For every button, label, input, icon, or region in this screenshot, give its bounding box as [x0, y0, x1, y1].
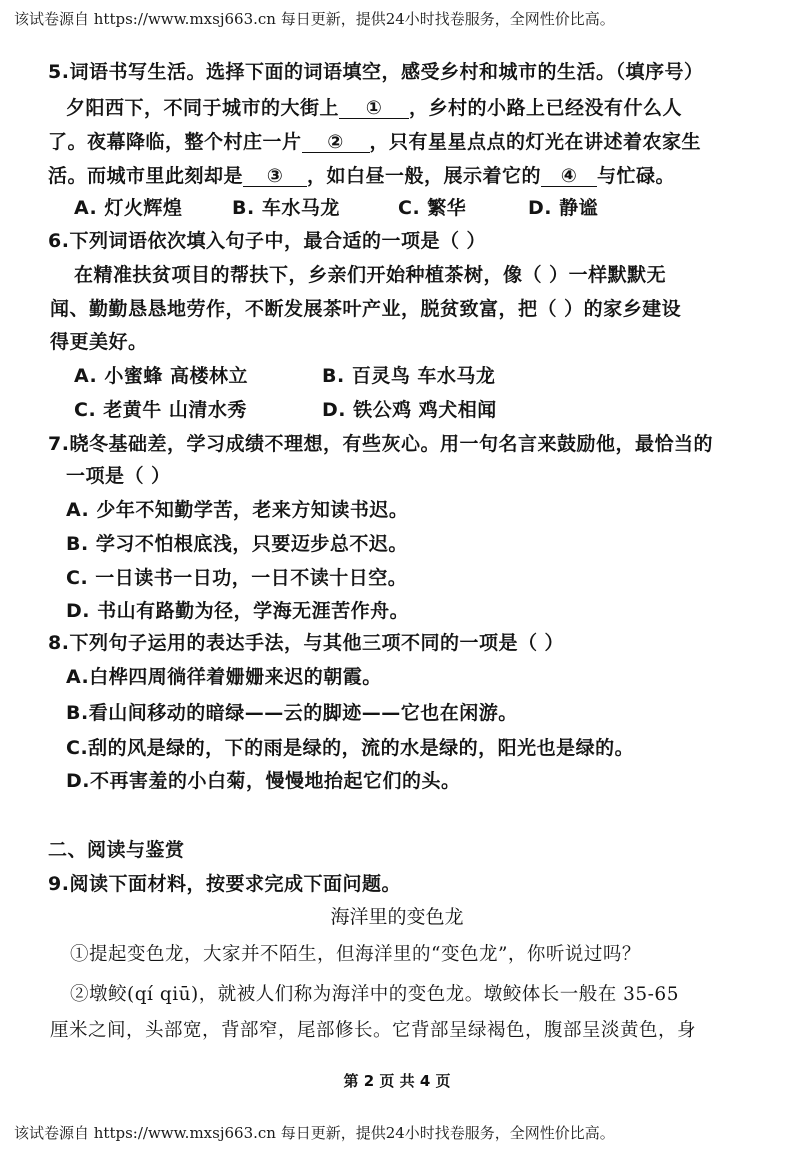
- q5-text: ，如白昼一般，展示着它的: [307, 165, 542, 187]
- page-number: 第 2 页 共 4 页: [343, 1072, 451, 1090]
- q5-option-d: D. 静谧: [528, 197, 599, 219]
- q6-line-3: 得更美好。: [50, 331, 148, 353]
- q5-line-3: [48, 161, 675, 188]
- q6-line-1: 在精准扶贫项目的帮扶下，乡亲们开始种植茶树，像（ ）一样默默无: [74, 264, 667, 286]
- q7-option-c: C. 一日读书一日功，一日不读十日空。: [66, 567, 408, 589]
- passage-title: 海洋里的变色龙: [330, 906, 464, 928]
- q5-stem: 5.词语书写生活。选择下面的词语填空，感受乡村和城市的生活。（填序号）: [48, 61, 704, 83]
- q6-option-a: A. 小蜜蜂 高楼林立: [74, 365, 249, 387]
- q5-text: 夕阳西下，不同于城市的大街上: [66, 97, 340, 119]
- blank-3: ③: [243, 167, 307, 187]
- q5-text: 与忙碌。: [597, 165, 676, 187]
- q8-option-d: D.不再害羞的小白菊，慢慢地抬起它们的头。: [66, 770, 461, 792]
- source-banner-top: 该试卷源自 https://www.mxsj663.cn 每日更新，提供24小时找卷服务，全网性价比高。: [14, 10, 615, 28]
- blank-1: ①: [339, 99, 409, 119]
- q5-option-a: A. 灯火辉煌: [74, 197, 183, 219]
- q5-option-b: B. 车水马龙: [232, 197, 340, 219]
- q6-option-d: D. 铁公鸡 鸡犬相闻: [322, 399, 497, 421]
- q6-line-2: 闻、勤勤恳恳地劳作，不断发展茶叶产业，脱贫致富，把（ ）的家乡建设: [50, 298, 682, 320]
- blank-4: ④: [541, 167, 597, 187]
- q5-text: 活。而城市里此刻却是: [48, 165, 244, 187]
- passage-paragraph-2-line-2: 厘米之间，头部宽，背部窄，尾部修长。它背部呈绿褐色，腹部呈淡黄色，身: [50, 1020, 697, 1041]
- source-banner-bottom: 该试卷源自 https://www.mxsj663.cn 每日更新，提供24小时找卷服务，全网性价比高。: [14, 1124, 615, 1142]
- q5-option-c: C. 繁华: [398, 197, 467, 219]
- q6-option-b: B. 百灵鸟 车水马龙: [322, 365, 496, 387]
- passage-paragraph-2-line-1: ②墩鲛(qí qiū)，就被人们称为海洋中的变色龙。墩鲛体长一般在 35-65: [70, 984, 679, 1005]
- q8-stem: 8.下列句子运用的表达手法，与其他三项不同的一项是（ ）: [48, 632, 565, 654]
- q8-option-b: B.看山间移动的暗绿——云的脚迹——它也在闲游。: [66, 702, 518, 724]
- q9-stem: 9.阅读下面材料，按要求完成下面问题。: [48, 873, 401, 895]
- q7-stem-1: 7.晓冬基础差，学习成绩不理想，有些灰心。用一句名言来鼓励他，最恰当的: [48, 433, 713, 455]
- section-heading: 二、阅读与鉴赏: [48, 839, 185, 861]
- q8-option-a: A.白桦四周徜徉着姗姗来迟的朝霞。: [66, 666, 382, 688]
- q5-line-2: [48, 127, 701, 154]
- q6-option-c: C. 老黄牛 山清水秀: [74, 399, 247, 421]
- blank-2: ②: [302, 133, 370, 153]
- q7-option-d: D. 书山有路勤为径，学海无涯苦作舟。: [66, 600, 410, 622]
- passage-paragraph-1: ①提起变色龙，大家并不陌生，但海洋里的“变色龙”，你听说过吗？: [70, 944, 641, 965]
- q7-stem-2: 一项是（ ）: [66, 465, 171, 487]
- q7-option-a: A. 少年不知勤学苦，老来方知读书迟。: [66, 499, 409, 521]
- q5-line-1: [66, 93, 682, 120]
- q8-option-c: C.刮的风是绿的，下的雨是绿的，流的水是绿的，阳光也是绿的。: [66, 737, 635, 759]
- q5-text: ，只有星星点点的灯光在讲述着农家生: [369, 131, 702, 153]
- q5-text: 了。夜幕降临，整个村庄一片: [48, 131, 302, 153]
- q7-option-b: B. 学习不怕根底浅，只要迈步总不迟。: [66, 533, 408, 555]
- q5-text: ，乡村的小路上已经没有什么人: [409, 97, 683, 119]
- q6-stem: 6.下列词语依次填入句子中，最合适的一项是（ ）: [48, 230, 487, 252]
